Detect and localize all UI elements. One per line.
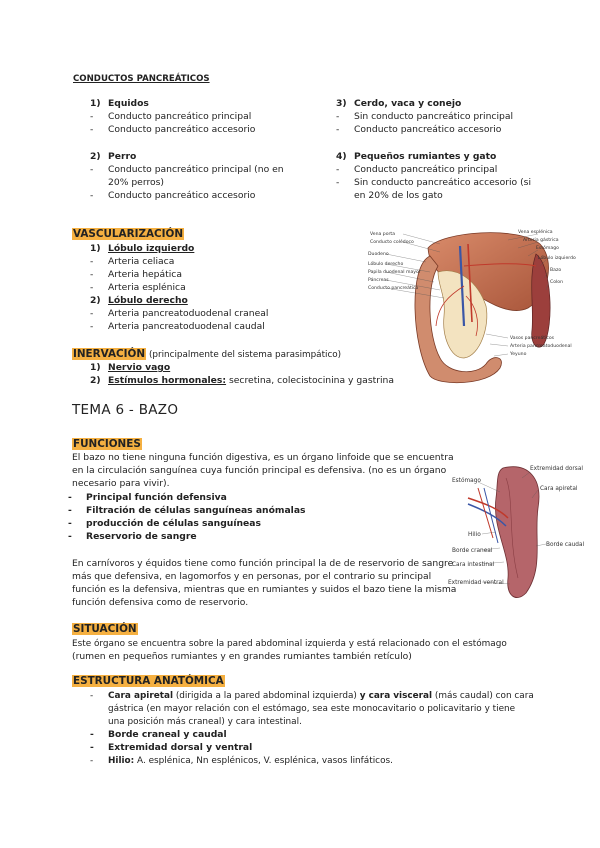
estructura-line: gástrica (en mayor relación con el estómago, sea este monocavitario o policavitario y tiene (108, 704, 516, 714)
spleen-drawing (448, 458, 585, 603)
group-number: 4) (336, 151, 347, 162)
label-borde-caudal: Borde caudal (546, 542, 585, 548)
label-extremidad-ventral: Extremidad ventral (448, 580, 504, 586)
bullet-item: Reservorio de sangre (86, 531, 197, 542)
list-item: en 20% de los gato (354, 190, 443, 201)
cara-apiretal-term: Cara apiretal (108, 691, 174, 701)
hilio-text: A. esplénica, Nn esplénicos, V. esplénica, vasos linfáticos. (134, 756, 393, 766)
bullet-item: Borde craneal y caudal (108, 729, 227, 740)
label-bazo: Bazo (550, 268, 562, 273)
bullet-item: Extremidad dorsal y ventral (108, 742, 253, 753)
bullet-item: Filtración de células sanguíneas anómalas (86, 505, 306, 516)
label-vasos: Vasos pancreáticos (510, 336, 555, 341)
lobe-name: Lóbulo derecho (108, 295, 188, 306)
list-item: 20% perros) (108, 177, 165, 188)
label-estomago: Estómago (452, 478, 481, 484)
funciones-para-line: más que defensiva, en lagomorfos y en personas, por el contrario su principal (72, 571, 432, 582)
label-pancreatoduodenal: Arteria pancreatoduodenal (510, 344, 572, 349)
group-name: Pequeños rumiantes y gato (354, 151, 497, 162)
group-name: Equidos (108, 98, 149, 109)
label-lobulo-derecho: Lóbulo derecho (368, 262, 404, 267)
lobe-number: 2) (90, 295, 101, 306)
label-coledoco: Conducto colédoco (370, 240, 414, 245)
label-cara-intestinal: Cara intestinal (452, 562, 495, 568)
list-item: Conducto pancreático accesorio (108, 124, 256, 135)
estructura-title: ESTRUCTURA ANATÓMICA (73, 675, 224, 687)
group-number: 3) (336, 98, 347, 109)
item-number: 2) (90, 375, 101, 386)
document-page: CONDUCTOS PANCREÁTICOS 1) Equidos - Conducto pancreático principal - Conducto pancreático accesorio 2) Perro - Conducto pancreático principal (no en 20% perros) - Conducto pancreático accesorio 3) Cerdo, vaca y conejo - Sin conducto pancreático principal - Conducto pancreático accesorio 4) Pequeños rumiantes y gato - Conducto pancreático principal - Sin conducto pancreático accesorio (si en 20% de los gato VASCULARIZACIÓN 1) Lóbulo izquierdo - Arteria celiaca - Arteria hepática - Arteria esplénica 2) Lóbulo derecho - Arteria pancreatoduodenal craneal - Arteria pancreatoduodenal caudal INERVACIÓN (principalmente del sistema parasimpático) 1) Nervio vago 2) Estímulos hormonales: secretina, colecistocinina y gastrina Vena porta Conducto colédoco Duodeno Lóbulo derecho Papila duodenal mayor Páncreas Conducto pancreático Vena esplénica Arteria gástrica Estómago Lóbulo izquierdo Bazo Colon Vasos pancreáticos Arteria pancreatoduodenal Yeyuno TEMA 6 - BAZO FUNCIONES El bazo no tiene ninguna función digestiva, es un órgano linfoide que se encuentra en la circulación sanguínea cuya función principal es defensiva. (no es un órgano necesario para vivir). - Principal función defensiva - Filtración de células sanguíneas anómalas - producción de células sanguíneas - Reservorio de sangre En carnívoros y équidos tiene como función principal la de de reservorio de sangre más que defensiva, en lagomorfos y en personas, por el contrario su principal función es la defensiva, mientras que en rumiantes y suidos el bazo tiene la misma función defensiva como de reservorio. Estómago Extremidad dorsal Cara apiretal Hilio Borde craneal Borde caudal Cara intestinal Extremidad ventral SITUACIÓN Este órgano se encuentra sobre la pared abdominal izquierda y está relacionado con el estómago (rumen en pequeños rumiantes y en grandes rumiantes también retículo) ESTRUCTURA ANATÓMICA - Cara apiretal (dirigida a la pared abdominal izquierda) y cara visceral (más caudal) con cara gástrica (en mayor relación con el estómago, sea este monocavitario o policavitario y tiene una posición más craneal) y cara intestinal. - Borde craneal y caudal - Extremidad dorsal y ventral - Hilio: A. esplénica, Nn esplénicos, V. esplénica, vasos linfáticos. (68, 74, 585, 766)
label-yeyuno: Yeyuno (510, 352, 527, 357)
conductos-title: CONDUCTOS PANCREÁTICOS (73, 74, 210, 84)
list-item: Conducto pancreático principal (no en (108, 164, 284, 175)
funciones-intro-line: en la circulación sanguínea cuya función principal es defensiva. (no es un órgano (72, 465, 447, 476)
funciones-intro-line: El bazo no tiene ninguna función digestiva, es un órgano linfoide que se encuentra (72, 452, 454, 463)
text-fragment: (más caudal) con cara (432, 691, 534, 701)
estimulos-label: Estímulos hormonales: (108, 375, 227, 386)
list-item: Conducto pancreático accesorio (108, 190, 256, 201)
label-conducto: Conducto pancreático (368, 286, 419, 291)
list-item: Sin conducto pancreático principal (354, 111, 514, 122)
situacion-line: (rumen en pequeños rumiantes y en grandes rumiantes también retículo) (72, 651, 412, 662)
pancreas-illustration (368, 226, 576, 386)
lobe-number: 1) (90, 243, 101, 254)
list-item: Arteria pancreatoduodenal caudal (108, 321, 265, 332)
estructura-line: una posición más craneal) y cara intestinal. (108, 717, 302, 727)
nervio-vago: Nervio vago (108, 362, 171, 373)
funciones-para-line: función defensiva como de reservorio. (72, 597, 249, 608)
list-item: Conducto pancreático accesorio (354, 124, 502, 135)
spleen-illustration (448, 458, 585, 603)
estimulos-text: secretina, colecistocinina y gastrina (228, 375, 394, 386)
label-hilio: Hilio (468, 532, 481, 538)
hilio-label: Hilio: (108, 756, 135, 766)
list-item: Conducto pancreático principal (108, 111, 252, 122)
funciones-intro-line: necesario para vivir). (72, 478, 170, 489)
funciones-title: FUNCIONES (73, 438, 141, 450)
label-vena-porta: Vena porta (370, 232, 396, 237)
inervacion-title: INERVACIÓN (73, 348, 146, 360)
label-papila: Papila duodenal mayor (368, 270, 421, 275)
text-fragment: (dirigida a la pared abdominal izquierda) (173, 691, 360, 701)
label-pancreas: Páncreas (368, 278, 389, 283)
label-cara-apiretal: Cara apiretal (540, 486, 578, 492)
label-arteria-gastrica: Arteria gástrica (523, 238, 559, 243)
list-item: Conducto pancreático principal (354, 164, 498, 175)
group-number: 1) (90, 98, 101, 109)
label-estomago: Estómago (536, 246, 559, 251)
group-name: Perro (108, 151, 137, 162)
list-item: Arteria hepática (108, 269, 182, 280)
funciones-para-line: En carnívoros y équidos tiene como función principal la de de reservorio de sangre (72, 558, 454, 569)
bullet-item: Principal función defensiva (86, 492, 227, 503)
situacion-title: SITUACIÓN (73, 623, 137, 635)
tema-heading: TEMA 6 - BAZO (72, 402, 179, 418)
inervacion-note: (principalmente del sistema parasimpático) (148, 350, 342, 360)
list-item: Arteria pancreatoduodenal craneal (108, 308, 269, 319)
list-item: Sin conducto pancreático accesorio (si (354, 177, 532, 188)
vascularizacion-title: VASCULARIZACIÓN (73, 228, 184, 240)
item-number: 1) (90, 362, 101, 373)
lobe-name: Lóbulo izquierdo (108, 243, 195, 254)
funciones-para-line: función es la defensiva, mientras que en rumiantes y suidos el bazo tiene la misma (72, 584, 457, 595)
list-item: Arteria esplénica (108, 282, 186, 293)
list-item: Arteria celiaca (108, 256, 175, 267)
pancreas-drawing (368, 226, 576, 386)
bullet-item: producción de células sanguíneas (86, 518, 261, 529)
label-colon: Colon (550, 280, 564, 285)
label-duodeno: Duodeno (368, 252, 389, 257)
label-borde-craneal: Borde craneal (452, 548, 493, 554)
text-fragment: y (359, 691, 369, 701)
group-name: Cerdo, vaca y conejo (354, 98, 462, 109)
group-number: 2) (90, 151, 101, 162)
cara-visceral-term: cara visceral (368, 691, 433, 701)
situacion-line: Este órgano se encuentra sobre la pared abdominal izquierda y está relacionado con el estómago (72, 639, 507, 649)
label-vena-esplenica: Vena esplénica (518, 230, 553, 235)
label-extremidad-dorsal: Extremidad dorsal (530, 466, 583, 472)
label-lobulo-izquierdo: Lóbulo izquierdo (538, 256, 576, 261)
